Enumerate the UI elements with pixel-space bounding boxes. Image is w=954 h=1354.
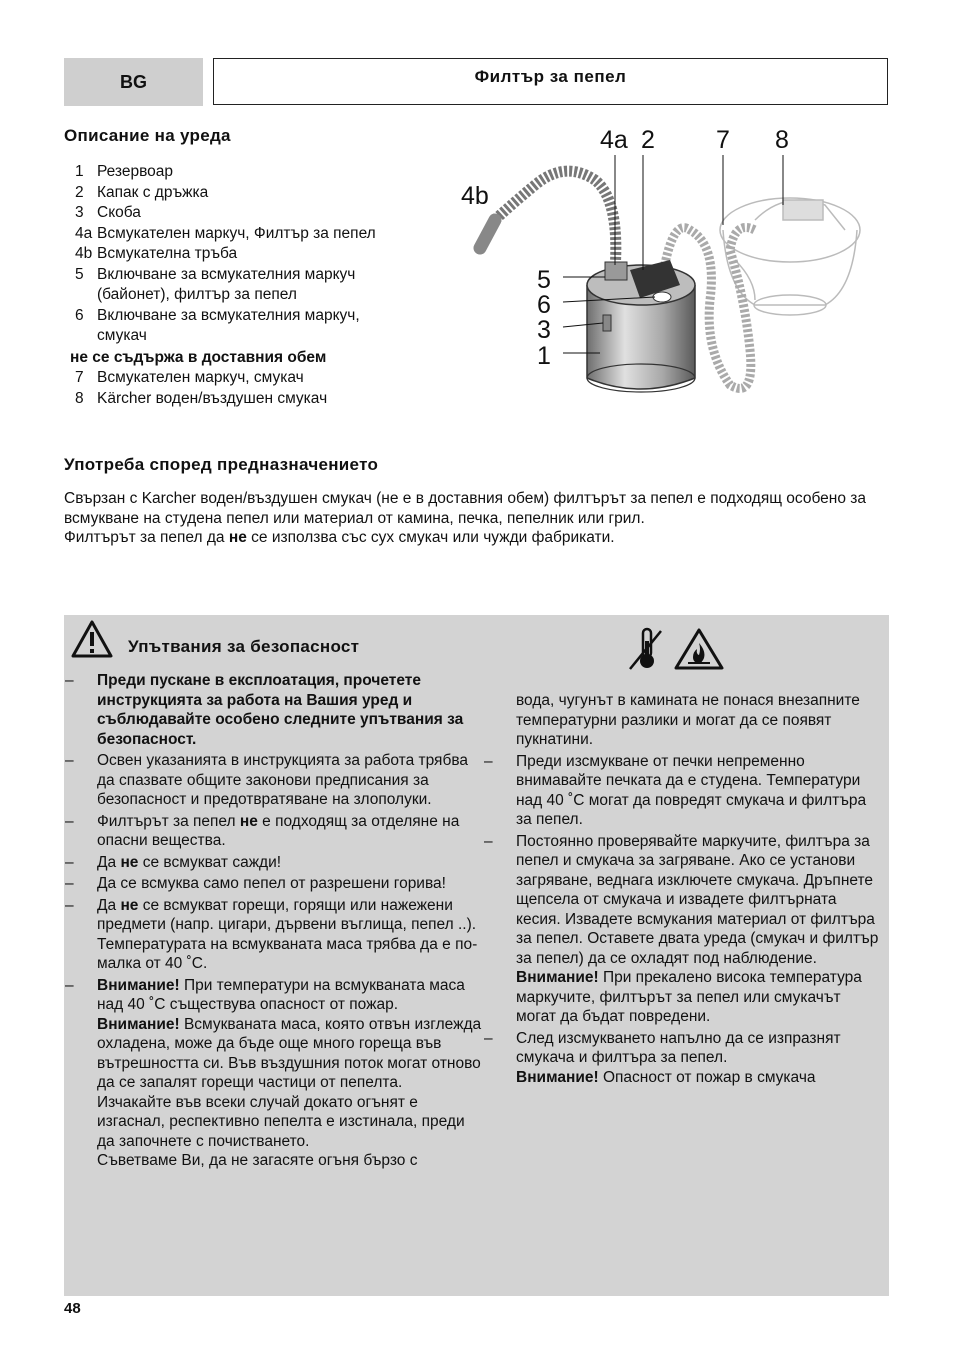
page-title-box xyxy=(213,58,888,105)
part-item: 4a Всмукателен маркуч, Филтър за пепел xyxy=(75,224,376,242)
safety-item: вода, чугунът в камината не понася внезапните температурни разлики и могат да се появят пукнатини. xyxy=(516,692,860,748)
language-badge xyxy=(64,58,203,106)
warning-triangle-icon xyxy=(70,619,114,659)
page-title: Филтър за пепел xyxy=(474,67,627,86)
safety-item: – Постоянно проверявайте маркучите, филтъра за пепел и смукача за загряване. Ако се установи загряване, веднага изключете смукача. Дръпнете щепсела от смукача и извадете филтърната кесия. Извадете всмукания материал от филтъра за пепел. Оставете двата уреда (смукач и филтър за пепел) да се охладят под наблюдение. Внимание! При прекалено висока температура маркучите, филтърът за пепел или смукачът могат да бъдат повредени. xyxy=(484,832,879,1025)
callout-4a: 4a xyxy=(600,126,628,154)
callout-5: 5 xyxy=(537,266,551,294)
page-number: 48 xyxy=(64,1300,81,1317)
usage-text xyxy=(64,489,894,548)
not-included-heading: не се съдържа в доставния обем xyxy=(70,348,327,366)
ash-filter-drawing xyxy=(455,120,895,420)
safety-item: – Филтърът за пепел не е подходящ за отделяне на опасни вещества. xyxy=(65,812,460,849)
part-item: 1 Резервоар xyxy=(75,163,174,180)
callout-4b: 4b xyxy=(461,182,489,210)
safety-box xyxy=(64,615,889,1296)
hot-temperature-icon xyxy=(627,625,667,671)
callout-7: 7 xyxy=(716,126,730,154)
safety-item: – Да се всмуква само пепел от разрешени горива! xyxy=(65,875,446,892)
suction-connector xyxy=(653,292,671,302)
callout-6: 6 xyxy=(537,291,551,319)
safety-item: – Преди пускане в експлоатация, прочетете инструкцията за работа на Вашия уред и съблюдавайте особено следните упътвания за безопасност. xyxy=(65,672,464,748)
part-item: 3 Скоба xyxy=(75,204,141,221)
part-item: 6 Включване за всмукателния маркуч, xyxy=(75,306,360,324)
language-code: BG xyxy=(120,71,147,92)
part-item: 4b Всмукателна тръба xyxy=(75,245,238,262)
callout-2: 2 xyxy=(641,126,655,154)
safety-item: – Освен указанията в инструкцията за работа трябва да спазвате общите законови предписания за безопасност и предотвратяване на злополуки. xyxy=(65,752,469,808)
callout-3: 3 xyxy=(537,316,551,344)
device-illustration xyxy=(455,120,895,420)
usage-paragraph: Свързан с Karcher воден/въздушен смукач (не е в доставния обем) филтърът за пепел е подходящ особено за всмукване на студена пепел или материал от камина, печка, пепелник или грил. xyxy=(64,490,866,527)
part-item: 7 Всмукателен маркуч, смукач xyxy=(75,369,304,386)
safety-item: – Да не се всмукват горещи, горящи или нажежени предмети (напр. цигари, дървени въглища, пепел ..). Температурата на всмукваната маса трябва да е по-малка от 40 ˚C. xyxy=(65,896,478,972)
part-item: 2 Капак с дръжка xyxy=(75,183,209,201)
bayonet-connector xyxy=(605,262,627,280)
tube-4b xyxy=(480,220,495,248)
safety-heading: Упътвания за безопасност xyxy=(128,637,360,656)
parts-list xyxy=(64,162,376,409)
part-item: смукач xyxy=(97,327,147,344)
vacuum-cleaner-outline xyxy=(720,198,860,315)
hose-4a xyxy=(495,171,616,270)
usage-paragraph: Филтърът за пепел да не се използва със сух смукач или чужди фабрикати. xyxy=(64,529,615,546)
description-heading: Описание на уреда xyxy=(64,126,231,145)
part-item: (байонет), филтър за пепел xyxy=(97,286,297,303)
part-item: 8 Kärcher воден/въздушен смукач xyxy=(75,389,328,407)
usage-heading: Употреба според предназначението xyxy=(64,455,379,474)
part-item: 5 Включване за всмукателния маркуч xyxy=(75,265,356,283)
flammable-warning-icon xyxy=(673,627,725,671)
callout-1: 1 xyxy=(537,342,551,370)
safety-item: – Преди изсмукване от печки непременно внимавайте печката да е студена. Температури над 40 ˚C могат да повредят смукача и филтъра за пепел. xyxy=(484,752,867,828)
safety-item: – Внимание! При температури на всмукваната маса над 40 ˚C съществува опасност от пожар. Внимание! Всмукваната маса, която отвън изглежда охладена, може да бъде още много гореща във вътрешността си. Във въздушния поток могат отново да се запалят горещи частици от пепелта. Изчакайте във всеки случай докато огънят е изгаснал, респективно пепелта е изстинала, преди да започнете с почистването. Съветваме Ви, да не загасяте огъня бързо с xyxy=(65,976,482,1169)
safety-right-column xyxy=(483,691,883,1089)
safety-item: – Да не се всмукват сажди! xyxy=(65,853,282,871)
safety-left-column xyxy=(64,671,484,1173)
clip xyxy=(603,315,611,331)
callout-8: 8 xyxy=(775,126,789,154)
safety-item: – След изсмукването напълно да се изпразнят смукача и филтъра за пепел. Внимание! Опасност от пожар в смукача xyxy=(484,1029,841,1086)
